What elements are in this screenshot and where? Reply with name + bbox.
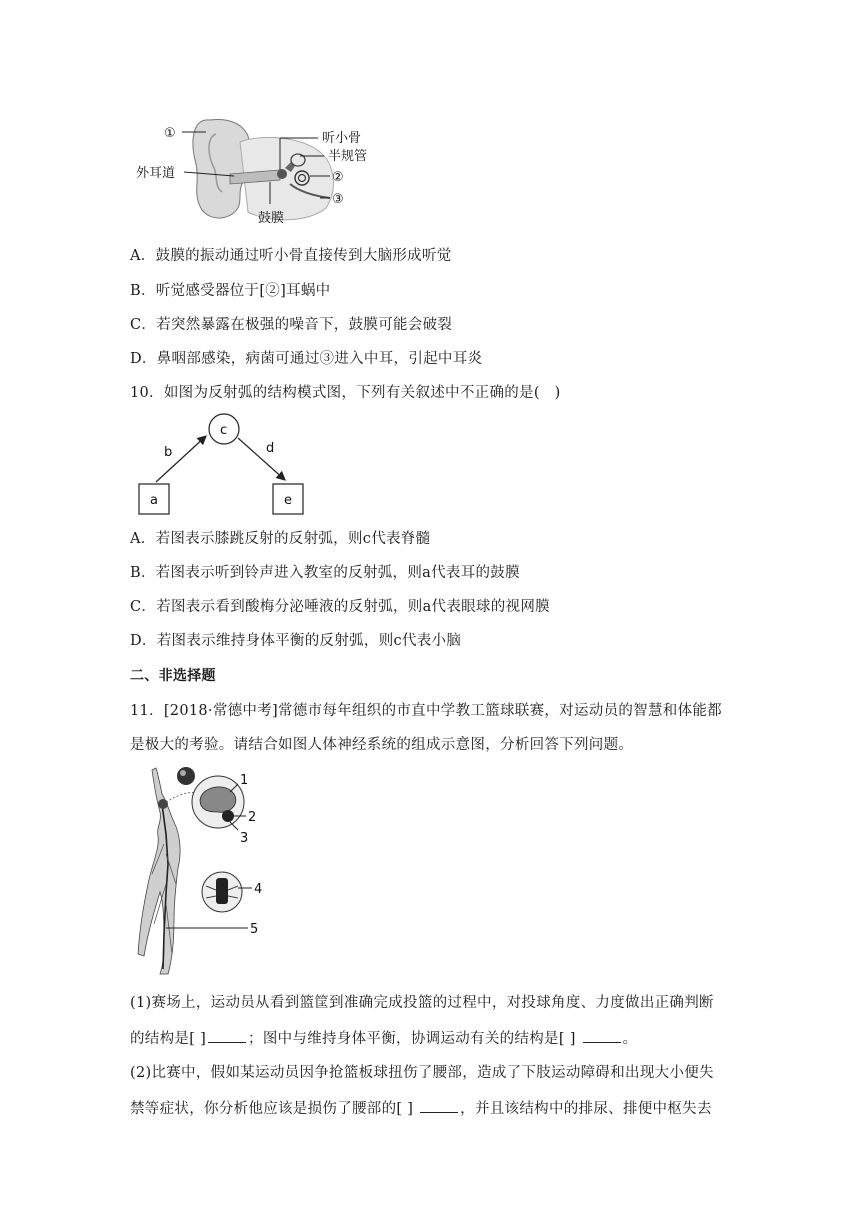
q11-sub1-line2 — [130, 1028, 637, 1049]
q11-stem-line2: 是极大的考验。请结合如图人体神经系统的组成示意图，分析回答下列问题。 — [130, 737, 634, 753]
q11-sub2-line2 — [130, 1098, 712, 1119]
q11-sub1-line1: (1)赛场上，运动员从看到篮筐到准确完成投篮的过程中，对投球角度、力度做出正确判断 — [130, 995, 714, 1011]
ear-label-eardrum: 鼓膜 — [258, 211, 285, 226]
q10-option-b: B．若图表示听到铃声进入教室的反射弧，则a代表耳的鼓膜 — [130, 565, 520, 581]
ns-label-4: 4 — [254, 882, 263, 897]
q10-stem: 10．如图为反射弧的结构模式图，下列有关叙述中不正确的是( ) — [130, 385, 561, 401]
ns-label-5: 5 — [250, 922, 259, 937]
ear-label-semicircular: 半规管 — [328, 149, 368, 164]
q10-option-a: A．若图表示膝跳反射的反射弧，则c代表脊髓 — [130, 531, 431, 547]
ear-label-outer-canal: 外耳道 — [136, 166, 176, 181]
q10-option-d: D．若图表示维持身体平衡的反射弧，则c代表小脑 — [130, 633, 462, 649]
nervous-system-figure — [130, 764, 270, 978]
q10-option-c: C．若图表示看到酸梅分泌唾液的反射弧，则a代表眼球的视网膜 — [130, 599, 550, 615]
q11-sub2-line1: (2)比赛中，假如某运动员因争抢篮板球扭伤了腰部，造成了下肢运动障碍和出现大小便失 — [130, 1065, 714, 1081]
efferent-arrow-d — [238, 438, 285, 480]
q11-sub1-text-c: 。 — [622, 1031, 638, 1047]
q9-option-c: C．若突然暴露在极强的噪音下，鼓膜可能会破裂 — [130, 317, 453, 333]
q9-option-d: D．鼻咽部感染，病菌可通过③进入中耳，引起中耳炎 — [130, 351, 483, 367]
ear-label-2: ② — [332, 170, 344, 185]
ear-anatomy-figure — [130, 112, 400, 230]
section-title: 二、非选择题 — [130, 668, 216, 684]
ns-label-3: 3 — [240, 831, 249, 846]
ear-label-ossicles: 听小骨 — [322, 131, 362, 146]
answer-blank-2[interactable] — [583, 1028, 621, 1043]
basketball-icon — [177, 767, 195, 785]
q11-sub2-text-b: ，并且该结构中的排尿、排便中枢失去 — [460, 1101, 712, 1117]
ear-label-3: ③ — [332, 192, 344, 207]
q11-stem-line1: 11．[2018·常德中考]常德市每年组织的市直中学教工篮球联赛，对运动员的智慧和体能都 — [130, 703, 722, 719]
ear-label-1: ① — [164, 126, 176, 141]
q11-sub2-text-a: 禁等症状，你分析他应该是损伤了腰部的[ ] — [130, 1101, 419, 1117]
reflex-arc-diagram — [130, 410, 320, 520]
diagram-label-c: c — [220, 423, 228, 438]
answer-blank-1[interactable] — [208, 1028, 246, 1043]
q9-option-a: A．鼓膜的振动通过听小骨直接传到大脑形成听觉 — [130, 248, 452, 264]
diagram-label-d: d — [266, 441, 275, 456]
ns-label-1: 1 — [240, 773, 249, 788]
q11-sub1-text-a: 的结构是[ ] — [130, 1031, 207, 1047]
ns-label-2: 2 — [248, 810, 257, 825]
diagram-label-b: b — [164, 445, 173, 460]
q11-sub1-text-b: ；图中与维持身体平衡，协调运动有关的结构是[ ] — [248, 1031, 581, 1047]
diagram-label-a: a — [150, 493, 158, 508]
answer-blank-3[interactable] — [420, 1098, 458, 1113]
q9-option-b: B．听觉感受器位于[②]耳蜗中 — [130, 283, 331, 299]
diagram-label-e: e — [284, 493, 292, 508]
